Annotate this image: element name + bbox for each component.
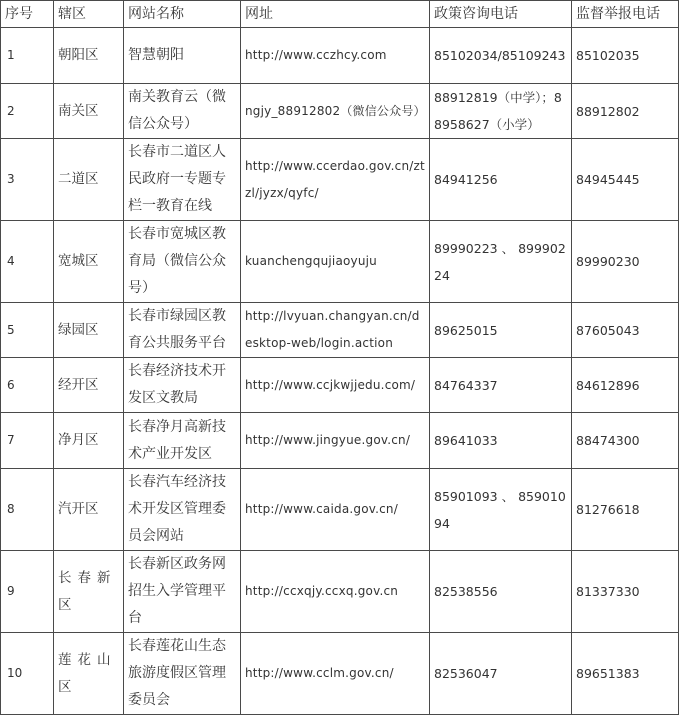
header-supervision-phone: 监督举报电话 — [572, 1, 679, 28]
row-policy-phone: 82538556 — [430, 551, 572, 633]
row-policy-phone: 84941256 — [430, 139, 572, 221]
row-supervision-phone: 89651383 — [572, 633, 679, 715]
table-row — [1, 139, 679, 221]
row-site-name: 长春莲花山生态旅游度假区管理委员会 — [124, 633, 241, 715]
row-site-name: 长春净月高新技术产业开发区 — [124, 413, 241, 469]
row-url-link[interactable]: http://lvyuan.changyan.cn/desktop-web/login.action — [241, 303, 430, 358]
row-policy-phone: 85901093 、 85901094 — [430, 469, 572, 551]
row-url-link[interactable]: http://ccxqjy.ccxq.gov.cn — [241, 551, 430, 633]
row-url-link[interactable]: http://www.cczhcy.com — [241, 28, 430, 84]
row-district: 汽开区 — [54, 469, 124, 551]
row-supervision-phone: 89990230 — [572, 221, 679, 303]
table-row — [1, 221, 679, 303]
row-site-name: 南关教育云（微信公众号） — [124, 84, 241, 139]
row-supervision-phone: 88474300 — [572, 413, 679, 469]
row-supervision-phone: 85102035 — [572, 28, 679, 84]
row-supervision-phone: 84945445 — [572, 139, 679, 221]
header-district: 辖区 — [54, 1, 124, 28]
row-no: 4 — [1, 221, 54, 303]
table-row — [1, 358, 679, 413]
row-policy-phone: 88912819（中学）；88958627（小学） — [430, 84, 572, 139]
table-row — [1, 469, 679, 551]
row-no: 7 — [1, 413, 54, 469]
table-row — [1, 84, 679, 139]
header-row — [1, 1, 679, 28]
row-district: 长春新区 — [54, 551, 124, 633]
row-supervision-phone: 81276618 — [572, 469, 679, 551]
row-no: 2 — [1, 84, 54, 139]
table-header — [1, 1, 679, 28]
row-district: 二道区 — [54, 139, 124, 221]
row-site-name: 长春汽车经济技术开发区管理委员会网站 — [124, 469, 241, 551]
row-district: 朝阳区 — [54, 28, 124, 84]
row-no: 3 — [1, 139, 54, 221]
table-body — [1, 28, 679, 715]
header-url: 网址 — [241, 1, 430, 28]
row-url-link[interactable]: http://www.cclm.gov.cn/ — [241, 633, 430, 715]
row-supervision-phone: 81337330 — [572, 551, 679, 633]
row-url-link[interactable]: ngjy_88912802（微信公众号） — [241, 84, 430, 139]
header-no: 序号 — [1, 1, 54, 28]
row-district: 莲花山区 — [54, 633, 124, 715]
table-row — [1, 28, 679, 84]
row-district: 宽城区 — [54, 221, 124, 303]
table-row — [1, 551, 679, 633]
row-site-name: 智慧朝阳 — [124, 28, 241, 84]
row-no: 8 — [1, 469, 54, 551]
row-district: 净月区 — [54, 413, 124, 469]
row-supervision-phone: 88912802 — [572, 84, 679, 139]
row-supervision-phone: 84612896 — [572, 358, 679, 413]
row-url-link[interactable]: http://www.ccerdao.gov.cn/ztzl/jyzx/qyfc/ — [241, 139, 430, 221]
table-row — [1, 303, 679, 358]
row-url-text: kuanchengqujiaoyuju — [241, 221, 430, 303]
row-no: 9 — [1, 551, 54, 633]
row-url-link[interactable]: http://www.jingyue.gov.cn/ — [241, 413, 430, 469]
row-site-name: 长春市宽城区教育局（微信公众号） — [124, 221, 241, 303]
row-district: 南关区 — [54, 84, 124, 139]
row-policy-phone: 89625015 — [430, 303, 572, 358]
table-row — [1, 413, 679, 469]
row-no: 6 — [1, 358, 54, 413]
row-url-link[interactable]: http://www.caida.gov.cn/ — [241, 469, 430, 551]
row-policy-phone: 85102034/85109243 — [430, 28, 572, 84]
table-row — [1, 633, 679, 715]
row-supervision-phone: 87605043 — [572, 303, 679, 358]
row-district: 经开区 — [54, 358, 124, 413]
row-district: 绿园区 — [54, 303, 124, 358]
row-policy-phone: 84764337 — [430, 358, 572, 413]
row-no: 1 — [1, 28, 54, 84]
row-site-name: 长春经济技术开发区文教局 — [124, 358, 241, 413]
row-site-name: 长春市绿园区教育公共服务平台 — [124, 303, 241, 358]
row-site-name: 长春市二道区人民政府一专题专栏一教育在线 — [124, 139, 241, 221]
row-policy-phone: 89990223 、 89990224 — [430, 221, 572, 303]
row-no: 10 — [1, 633, 54, 715]
row-policy-phone: 89641033 — [430, 413, 572, 469]
row-site-name: 长春新区政务网招生入学管理平台 — [124, 551, 241, 633]
row-no: 5 — [1, 303, 54, 358]
row-policy-phone: 82536047 — [430, 633, 572, 715]
row-url-link[interactable]: http://www.ccjkwjjedu.com/ — [241, 358, 430, 413]
header-site-name: 网站名称 — [124, 1, 241, 28]
header-policy-phone: 政策咨询电话 — [430, 1, 572, 28]
